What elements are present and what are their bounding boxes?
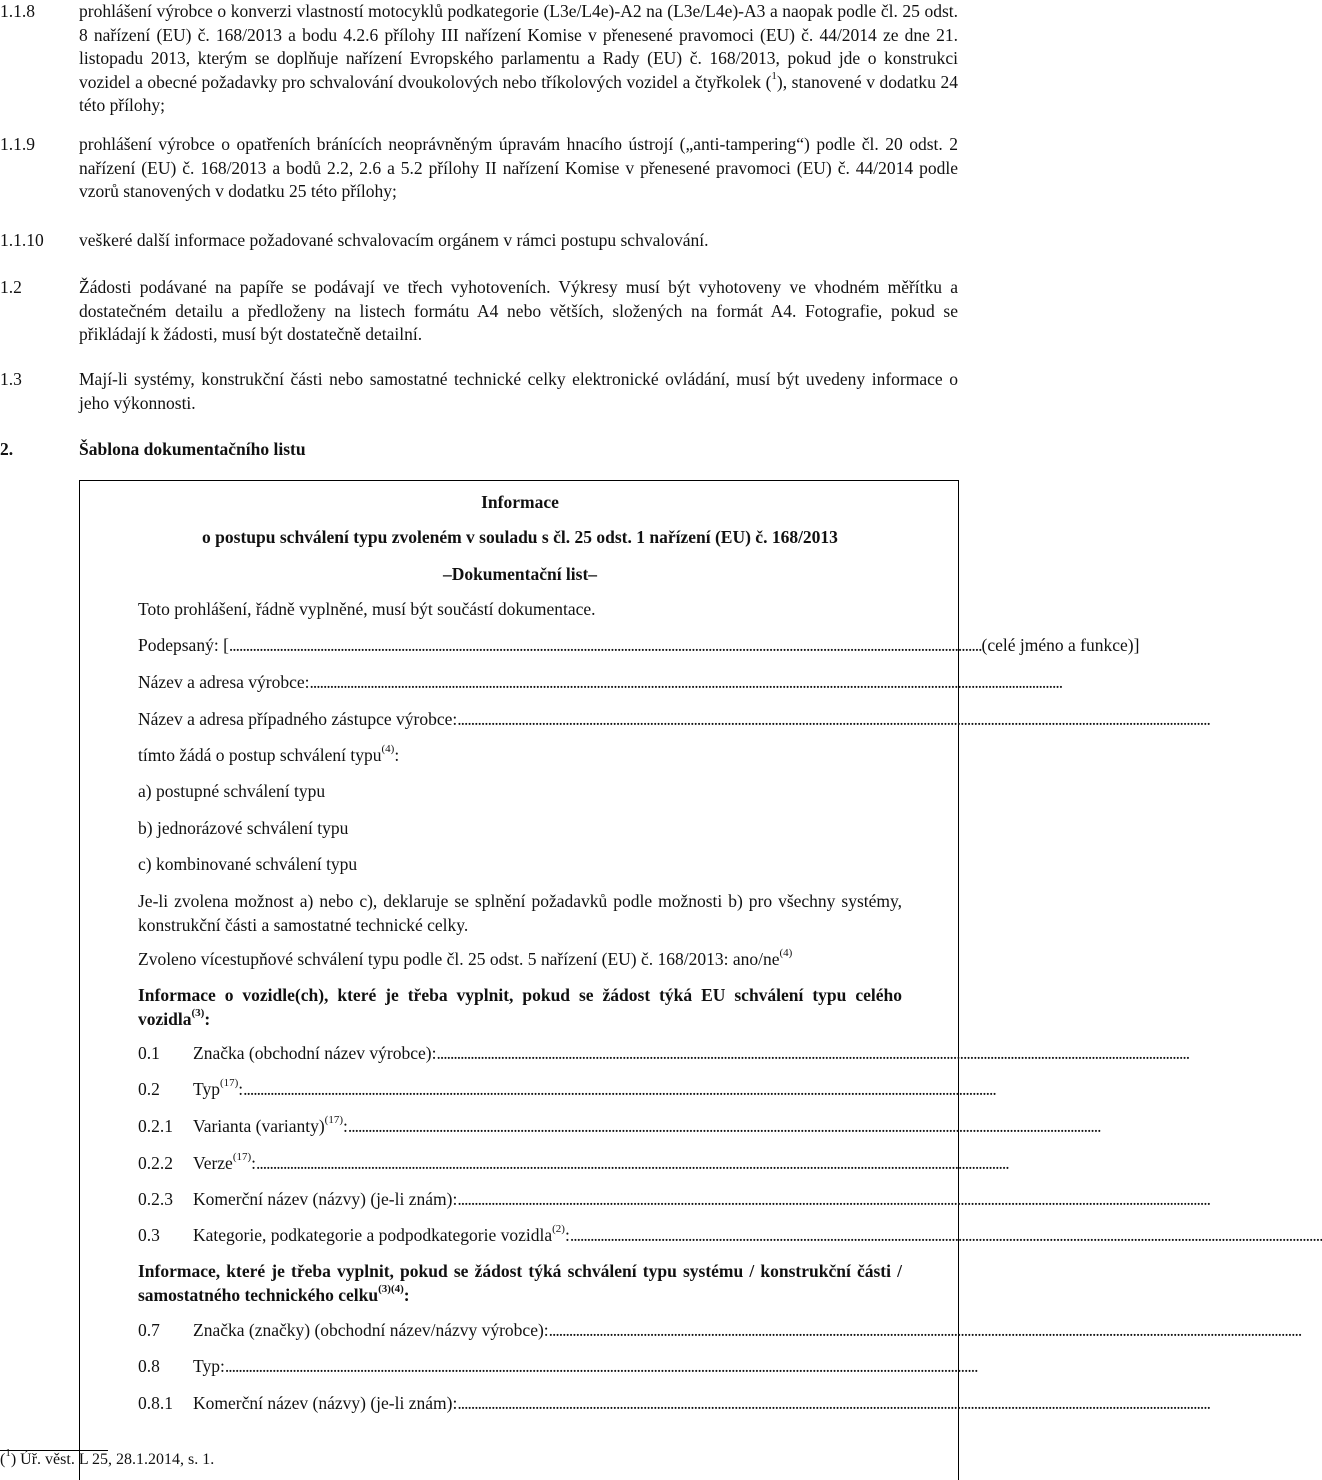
item-number: 1.3 [0,369,22,389]
system-row: 0.8 Typ: ............................................................................................................................................................................................................................... [138,1356,978,1376]
signed-row [138,634,1140,658]
representative-label: Název a adresa případného zástupce výrobce: [138,709,458,729]
form-statement: Toto prohlášení, řádně vyplněné, musí být součástí dokumentace. [138,599,596,619]
manufacturer-dots: ............................................................................................................................................................................................................................... [309,672,1063,692]
item-text: prohlášení výrobce o opatřeních bránících neoprávněným úpravám hnacího ústrojí („anti-tampering“) podle čl. 20 odst. 2 nařízení (EU) č. 168/2013 a bodů 2.2, 2.6 a 5.2 přílohy II nařízení Komise v přenesené pravomoci (EU) č. 44/2014 podle vzorů stanovených v dodatku 25 této přílohy; [79,134,958,201]
multistage-line: Zvoleno vícestupňové schválení typu podle čl. 25 odst. 5 nařízení (EU) č. 168/2013: ano/$ne^{(4)}$ [138,947,793,969]
vehicle-row: 0.1 Značka (obchodní název výrobce): ............................................................................................................................................................................................................................... [138,1043,1190,1063]
form-doc-label: –Dokumentační list– [442,564,598,584]
option-b: b) jednorázové schválení typu [138,818,349,838]
item-number: 1.1.9 [0,134,35,154]
item-text: Žádosti podávané na papíře se podávají ve třech vyhotoveních. Výkresy musí být vyhotoveny ve vhodném měřítku a dostatečném detailu a předloženy na listech formátu A4 nebo větších, složených na formát A4. Fotografie, pokud se přikládají k žádosti, musí být dostatečně detailní. [79,277,958,344]
vehicle-row: 0.2 Typ$^{(17)}$: ............................................................................................................................................................................................................................... [138,1077,996,1099]
footnote: ($^1$) Úř. věst. L 25, 28.1.2014, s. 1. [0,1446,215,1468]
form-title: Informace [481,492,559,512]
system-row: 0.7 Značka (značky) (obchodní název/názvy výrobce): ............................................................................................................................................................................................................................... [138,1320,1302,1340]
item-text: Mají-li systémy, konstrukční části nebo samostatné technické celky elektronické ovládání, musí být uvedeny informace o jeho výkonnosti. [79,369,958,413]
option-note: Je-li zvolena možnost a) nebo c), deklaruje se splnění požadavků podle možnosti b) pro všechny systémy, konstrukční části a samostatné technické celky. [138,891,902,935]
system-row: 0.8.1 Komerční název (názvy) (je-li znám): ............................................................................................................................................................................................................................... [138,1393,1210,1413]
item-number: 1.1.8 [0,1,35,21]
vehicle-row: 0.2.3 Komerční název (názvy) (je-li znám): ............................................................................................................................................................................................................................... [138,1189,1210,1209]
section-number: 2. [0,439,14,459]
vehicle-row: 0.2.1 Varianta (varianty)$^{(17)}$: ............................................................................................................................................................................................................................... [138,1114,1101,1136]
documentation-form-box [79,480,1322,1480]
manufacturer-row [138,671,1063,695]
signed-label: Podepsaný: [ [138,635,229,655]
signed-dots: ............................................................................................................................................................................................................................... [228,635,982,655]
representative-dots: ............................................................................................................................................................................................................................... [457,709,1210,729]
option-c: c) kombinované schválení typu [138,854,358,874]
request-line: tímto žádá o postup schválení typu$^{(4)}$: [138,743,400,765]
manufacturer-label: Název a adresa výrobce: [138,672,310,692]
item-text: prohlášení výrobce o konverzi vlastností motocyklů podkategorie (L3e/L4e)-A2 na (L3e/L4e)-A3 a naopak podle čl. 25 odst. 8 nařízení (EU) č. 168/2013 a bodu 4.2.6 přílohy III nařízení Komise v přenesené pravomoci (EU) č. 44/2014 ze dne 21. listopadu 2013, kterým se doplňuje nařízení Evropského parlamentu a Rady (EU) č. 168/2013, pokud jde o konstrukci vozidel a obecné požadavky pro schvalování dvoukolových nebo tříkolových vozidel a čtyřkolek ($^1$), stanovené v dodatku 24 této přílohy; [79,1,958,115]
item-number: 1.2 [0,277,22,297]
item-text: veškeré další informace požadované schvalovacím orgánem v rámci postupu schvalování. [79,230,709,250]
system-heading: Informace, které je třeba vyplnit, pokud se žádost týká schválení typu systému / konstrukční části / samostatného technického celku$^{(3)(4)}$: [138,1261,902,1305]
form-subtitle: o postupu schválení typu zvoleném v souladu s čl. 25 odst. 1 nařízení (EU) č. 168/2013 [202,527,838,547]
vehicle-row: 0.3 Kategorie, podkategorie a podpodkategorie vozidla$^{(2)}$: ............................................................................................................................................................................................................................... [138,1223,1322,1245]
option-a: a) postupné schválení typu [138,781,326,801]
representative-row [138,708,1210,732]
vehicle-row: 0.2.2 Verze$^{(17)}$: ............................................................................................................................................................................................................................... [138,1151,1009,1173]
vehicle-heading: Informace o vozidle(ch), které je třeba vyplnit, pokud se žádost týká EU schválení typu celého vozidla$^{(3)}$: [138,985,902,1029]
section-title: Šablona dokumentačního listu [79,439,306,459]
item-number: 1.1.10 [0,230,44,250]
signed-tail: (celé jméno a funkce)] [981,635,1140,655]
